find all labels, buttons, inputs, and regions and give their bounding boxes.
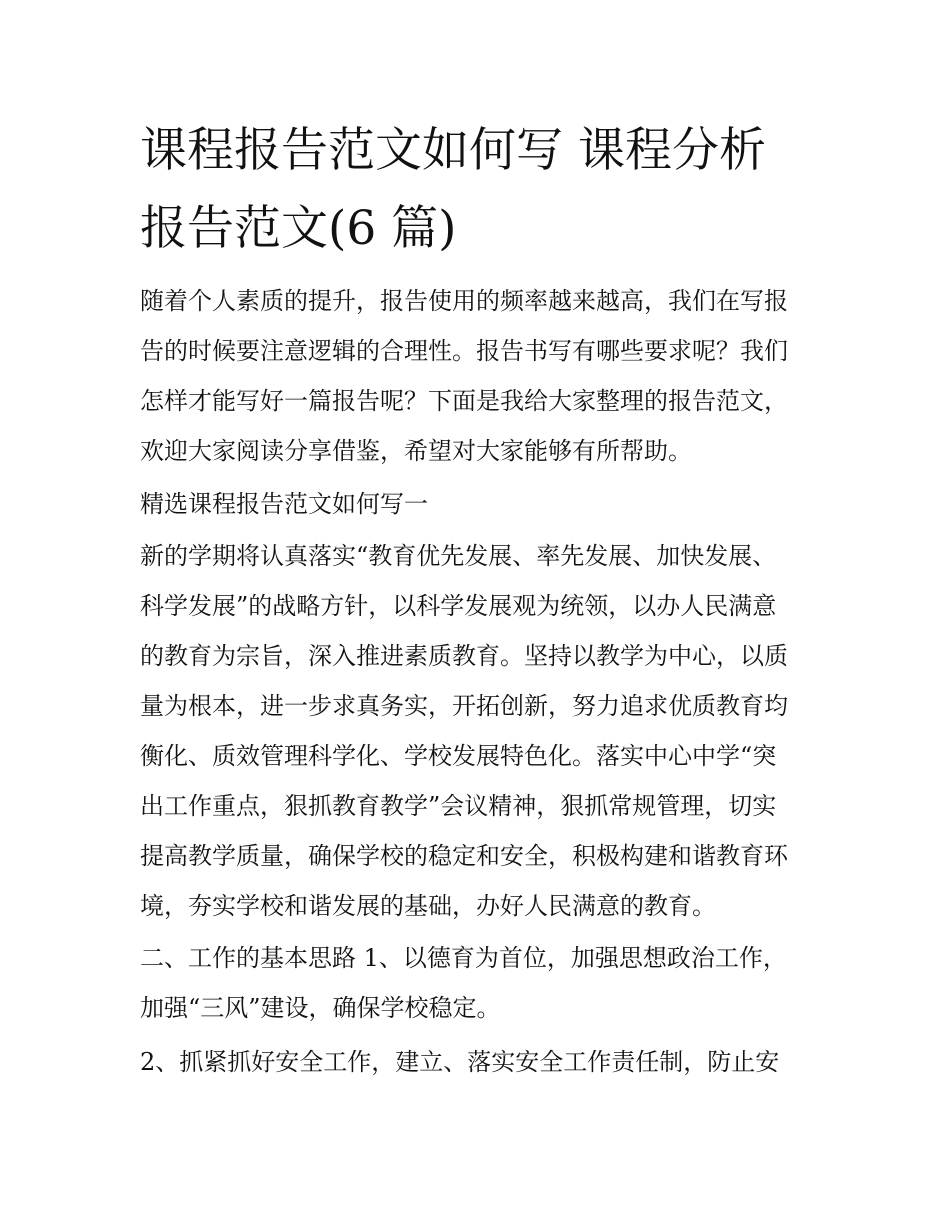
intro-paragraph bbox=[140, 276, 830, 476]
body-paragraph-3 bbox=[140, 1037, 830, 1087]
text-line: 加强“三风”建设，确保学校稳定。 bbox=[140, 994, 501, 1022]
text-line: 怎样才能写好一篇报告呢？下面是我给大家整理的报告范文， bbox=[140, 387, 788, 415]
text-line: 新的学期将认真落实“教育优先发展、率先发展、加快发展、 bbox=[140, 542, 777, 570]
text-line: 量为根本，进一步求真务实，开拓创新，努力追求优质教育均 bbox=[140, 692, 788, 720]
text-line: 2、抓紧抓好安全工作，建立、落实安全工作责任制，防止安 bbox=[140, 1048, 780, 1076]
section-heading bbox=[140, 479, 830, 529]
text-line: 衡化、质效管理科学化、学校发展特色化。落实中心中学“突 bbox=[140, 742, 777, 770]
text-line: 随着个人素质的提升，报告使用的频率越来越高，我们在写报 bbox=[140, 287, 788, 315]
text-line: 欢迎大家阅读分享借鉴，希望对大家能够有所帮助。 bbox=[140, 437, 692, 465]
text-line: 科学发展”的战略方针，以科学发展观为统领，以办人民满意 bbox=[140, 592, 777, 620]
body-paragraph-2 bbox=[140, 933, 830, 1033]
text-line: 提高教学质量，确保学校的稳定和安全，积极构建和谐教育环 bbox=[140, 842, 788, 870]
body-paragraph-1 bbox=[140, 531, 830, 931]
title-line: 课程报告范文如何写 课程分析 bbox=[140, 123, 766, 178]
text-line: 的教育为宗旨，深入推进素质教育。坚持以教学为中心，以质 bbox=[140, 642, 788, 670]
title-line: 报告范文(6 篇) bbox=[140, 201, 457, 256]
text-line: 二、工作的基本思路 1、以德育为首位，加强思想政治工作， bbox=[140, 944, 787, 972]
text-line: 出工作重点，狠抓教育教学”会议精神，狠抓常规管理，切实 bbox=[140, 792, 777, 820]
document-title bbox=[140, 112, 830, 268]
section-heading-text: 精选课程报告范文如何写一 bbox=[140, 490, 428, 518]
text-line: 境，夯实学校和谐发展的基础，办好人民满意的教育。 bbox=[140, 892, 716, 920]
text-line: 告的时候要注意逻辑的合理性。报告书写有哪些要求呢？我们 bbox=[140, 337, 788, 365]
